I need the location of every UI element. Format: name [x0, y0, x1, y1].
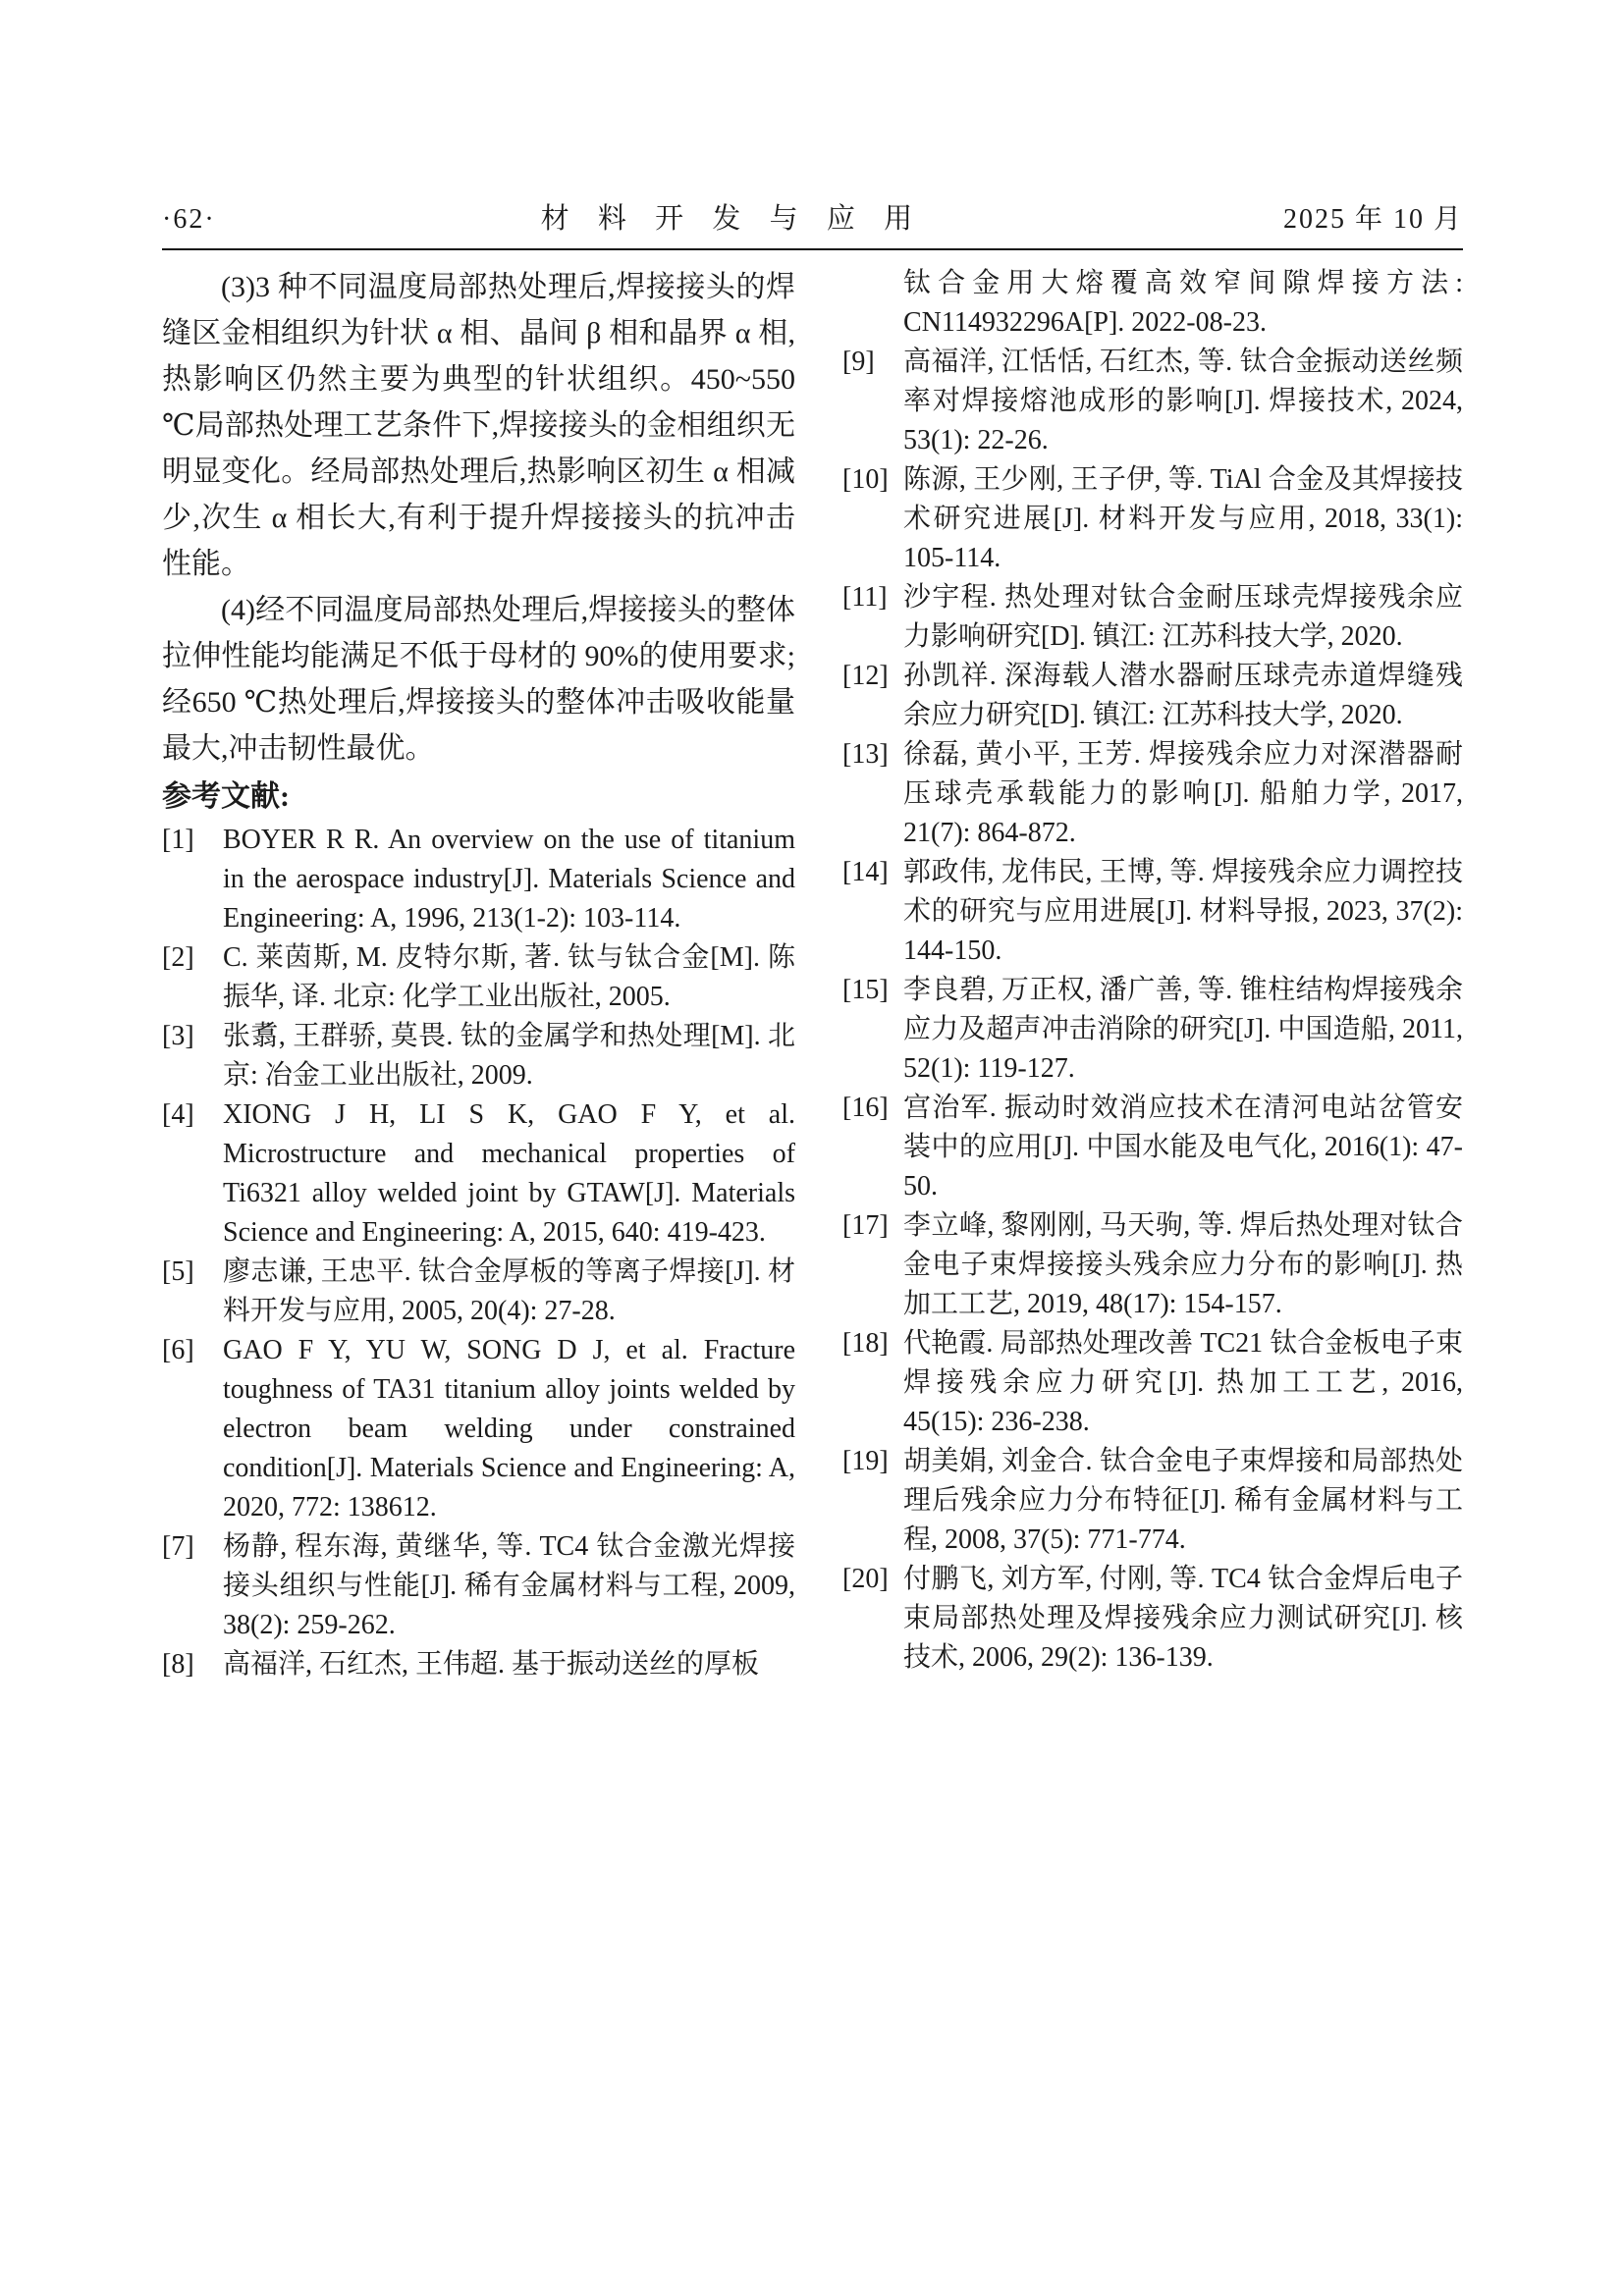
reference-item	[162, 1527, 795, 1645]
reference-text: 付鹏飞, 刘方军, 付刚, 等. TC4 钛合金焊后电子束局部热处理及焊接残余应力测试研究[J]. 核技术, 2006, 29(2): 136-139.	[903, 1564, 1463, 1673]
reference-item	[842, 1324, 1463, 1442]
reference-item	[842, 1089, 1463, 1206]
reference-number: [20]	[842, 1564, 889, 1594]
reference-text: 李立峰, 黎刚刚, 马天驹, 等. 焊后热处理对钛合金电子束焊接接头残余应力分布的影响[J]. 热加工工艺, 2019, 48(17): 154-157.	[903, 1210, 1463, 1319]
conclusion-paragraph: (3)3 种不同温度局部热处理后,焊接接头的焊缝区金相组织为针状 α 相、晶间 β 相和晶界 α 相,热影响区仍然主要为典型的针状组织。450~550 ℃局部热处理工艺条件下,焊接接头的金相组织无明显变化。经局部热处理后,热影响区初生 α 相减少,次生 α 相长大,有利于提升焊接接头的抗冲击性能。	[162, 271, 795, 580]
reference-item	[842, 1206, 1463, 1324]
reference-text: BOYER R R. An overview on the use of titanium in the aerospace industry[J]. Materials Science and Engineering: A, 1996, 213(1-2): 103-114.	[223, 825, 795, 934]
reference-number: [5]	[162, 1256, 194, 1287]
reference-item	[842, 343, 1463, 460]
reference-text: 沙宇程. 热处理对钛合金耐压球壳焊接残余应力影响研究[D]. 镇江: 江苏科技大学, 2020.	[903, 582, 1463, 652]
reference-number: [3]	[162, 1021, 194, 1051]
reference-item	[842, 657, 1463, 735]
reference-text: 徐磊, 黄小平, 王芳. 焊接残余应力对深潜器耐压球壳承载能力的影响[J]. 船舶力学, 2017, 21(7): 864-872.	[903, 739, 1463, 848]
reference-8-continuation: 钛合金用大熔覆高效窄间隙焊接方法: CN114932296A[P]. 2022-08-23.	[903, 268, 1463, 338]
reference-item	[842, 735, 1463, 853]
reference-number: [18]	[842, 1328, 889, 1359]
references-list-right	[842, 343, 1463, 1678]
reference-item	[162, 1331, 795, 1527]
running-head	[162, 0, 1463, 250]
reference-text: 高福洋, 江恬恬, 石红杰, 等. 钛合金振动送丝频率对焊接熔池成形的影响[J]. 焊接技术, 2024, 53(1): 22-26.	[903, 347, 1463, 455]
reference-item	[162, 821, 795, 938]
reference-number: [4]	[162, 1099, 194, 1130]
reference-text: 高福洋, 石红杰, 王伟超. 基于振动送丝的厚板	[223, 1649, 760, 1680]
reference-text: 代艳霞. 局部热处理改善 TC21 钛合金板电子束焊接残余应力研究[J]. 热加工工艺, 2016, 45(15): 236-238.	[903, 1328, 1463, 1437]
conclusion-paragraphs	[162, 264, 795, 772]
left-column	[162, 264, 795, 1684]
page-body	[162, 264, 1463, 1684]
reference-number: [8]	[162, 1649, 194, 1680]
reference-text: C. 莱茵斯, M. 皮特尔斯, 著. 钛与钛合金[M]. 陈振华, 译. 北京: 化学工业出版社, 2005.	[223, 942, 795, 1012]
reference-number: [14]	[842, 857, 889, 887]
issue-date: 2025 年 10 月	[1282, 204, 1463, 235]
reference-text: GAO F Y, YU W, SONG D J, et al. Fracture toughness of TA31 titanium alloy joints welded by electron beam welding under constrained condition[J]. Materials Science and Engineering: A, 2020, 772: 138612.	[223, 1335, 795, 1522]
journal-title: 材 料 开 发 与 应 用	[540, 203, 924, 235]
reference-number: [1]	[162, 825, 194, 855]
reference-text: XIONG J H, LI S K, GAO F Y, et al. Microstructure and mechanical properties of Ti6321 alloy welded joint by GTAW[J]. Materials Science and Engineering: A, 2015, 640: 419-423.	[223, 1099, 795, 1248]
reference-number: [6]	[162, 1335, 194, 1365]
right-column	[842, 264, 1463, 1684]
references-list-left	[162, 821, 795, 1684]
reference-text: 李良碧, 万正权, 潘广善, 等. 锥柱结构焊接残余应力及超声冲击消除的研究[J]. 中国造船, 2011, 52(1): 119-127.	[903, 975, 1463, 1084]
reference-item	[842, 460, 1463, 578]
reference-text: 杨静, 程东海, 黄继华, 等. TC4 钛合金激光焊接接头组织与性能[J]. 稀有金属材料与工程, 2009, 38(2): 259-262.	[223, 1531, 795, 1640]
reference-number: [17]	[842, 1210, 889, 1241]
reference-number: [2]	[162, 942, 194, 973]
reference-item	[162, 1095, 795, 1253]
reference-text: 郭政伟, 龙伟民, 王博, 等. 焊接残余应力调控技术的研究与应用进展[J]. 材料导报, 2023, 37(2): 144-150.	[903, 857, 1463, 966]
reference-item	[842, 1442, 1463, 1560]
reference-item	[162, 1645, 795, 1684]
reference-number: [11]	[842, 582, 888, 613]
reference-item	[842, 1560, 1463, 1678]
reference-text: 宫治军. 振动时效消应技术在清河电站岔管安装中的应用[J]. 中国水能及电气化, 2016(1): 47-50.	[903, 1093, 1463, 1201]
reference-item	[162, 938, 795, 1017]
reference-text: 廖志谦, 王忠平. 钛合金厚板的等离子焊接[J]. 材料开发与应用, 2005, 20(4): 27-28.	[223, 1256, 795, 1326]
reference-item	[842, 578, 1463, 657]
reference-item	[842, 853, 1463, 971]
reference-number: [9]	[842, 347, 875, 377]
reference-number: [16]	[842, 1093, 889, 1123]
conclusion-paragraph: (4)经不同温度局部热处理后,焊接接头的整体拉伸性能均能满足不低于母材的 90%的使用要求;经650 ℃热处理后,焊接接头的整体冲击吸收能量最大,冲击韧性最优。	[162, 594, 795, 765]
references-heading: 参考文献:	[162, 780, 290, 813]
reference-text: 胡美娟, 刘金合. 钛合金电子束焊接和局部热处理后残余应力分布特征[J]. 稀有金属材料与工程, 2008, 37(5): 771-774.	[903, 1446, 1463, 1555]
reference-number: [19]	[842, 1446, 889, 1476]
reference-text: 孙凯祥. 深海载人潜水器耐压球壳赤道焊缝残余应力研究[D]. 镇江: 江苏科技大学, 2020.	[903, 661, 1463, 730]
reference-number: [10]	[842, 464, 889, 495]
reference-number: [13]	[842, 739, 889, 770]
reference-number: [15]	[842, 975, 889, 1005]
page-number: ·62·	[162, 204, 216, 235]
reference-item	[162, 1017, 795, 1095]
reference-item	[162, 1253, 795, 1331]
reference-text: 张翥, 王群骄, 莫畏. 钛的金属学和热处理[M]. 北京: 冶金工业出版社, 2009.	[223, 1021, 795, 1091]
reference-number: [7]	[162, 1531, 194, 1562]
journal-page	[162, 0, 1463, 2296]
reference-text: 陈源, 王少刚, 王子伊, 等. TiAl 合金及其焊接技术研究进展[J]. 材料开发与应用, 2018, 33(1): 105-114.	[903, 464, 1463, 573]
reference-item	[842, 971, 1463, 1089]
reference-number: [12]	[842, 661, 889, 691]
